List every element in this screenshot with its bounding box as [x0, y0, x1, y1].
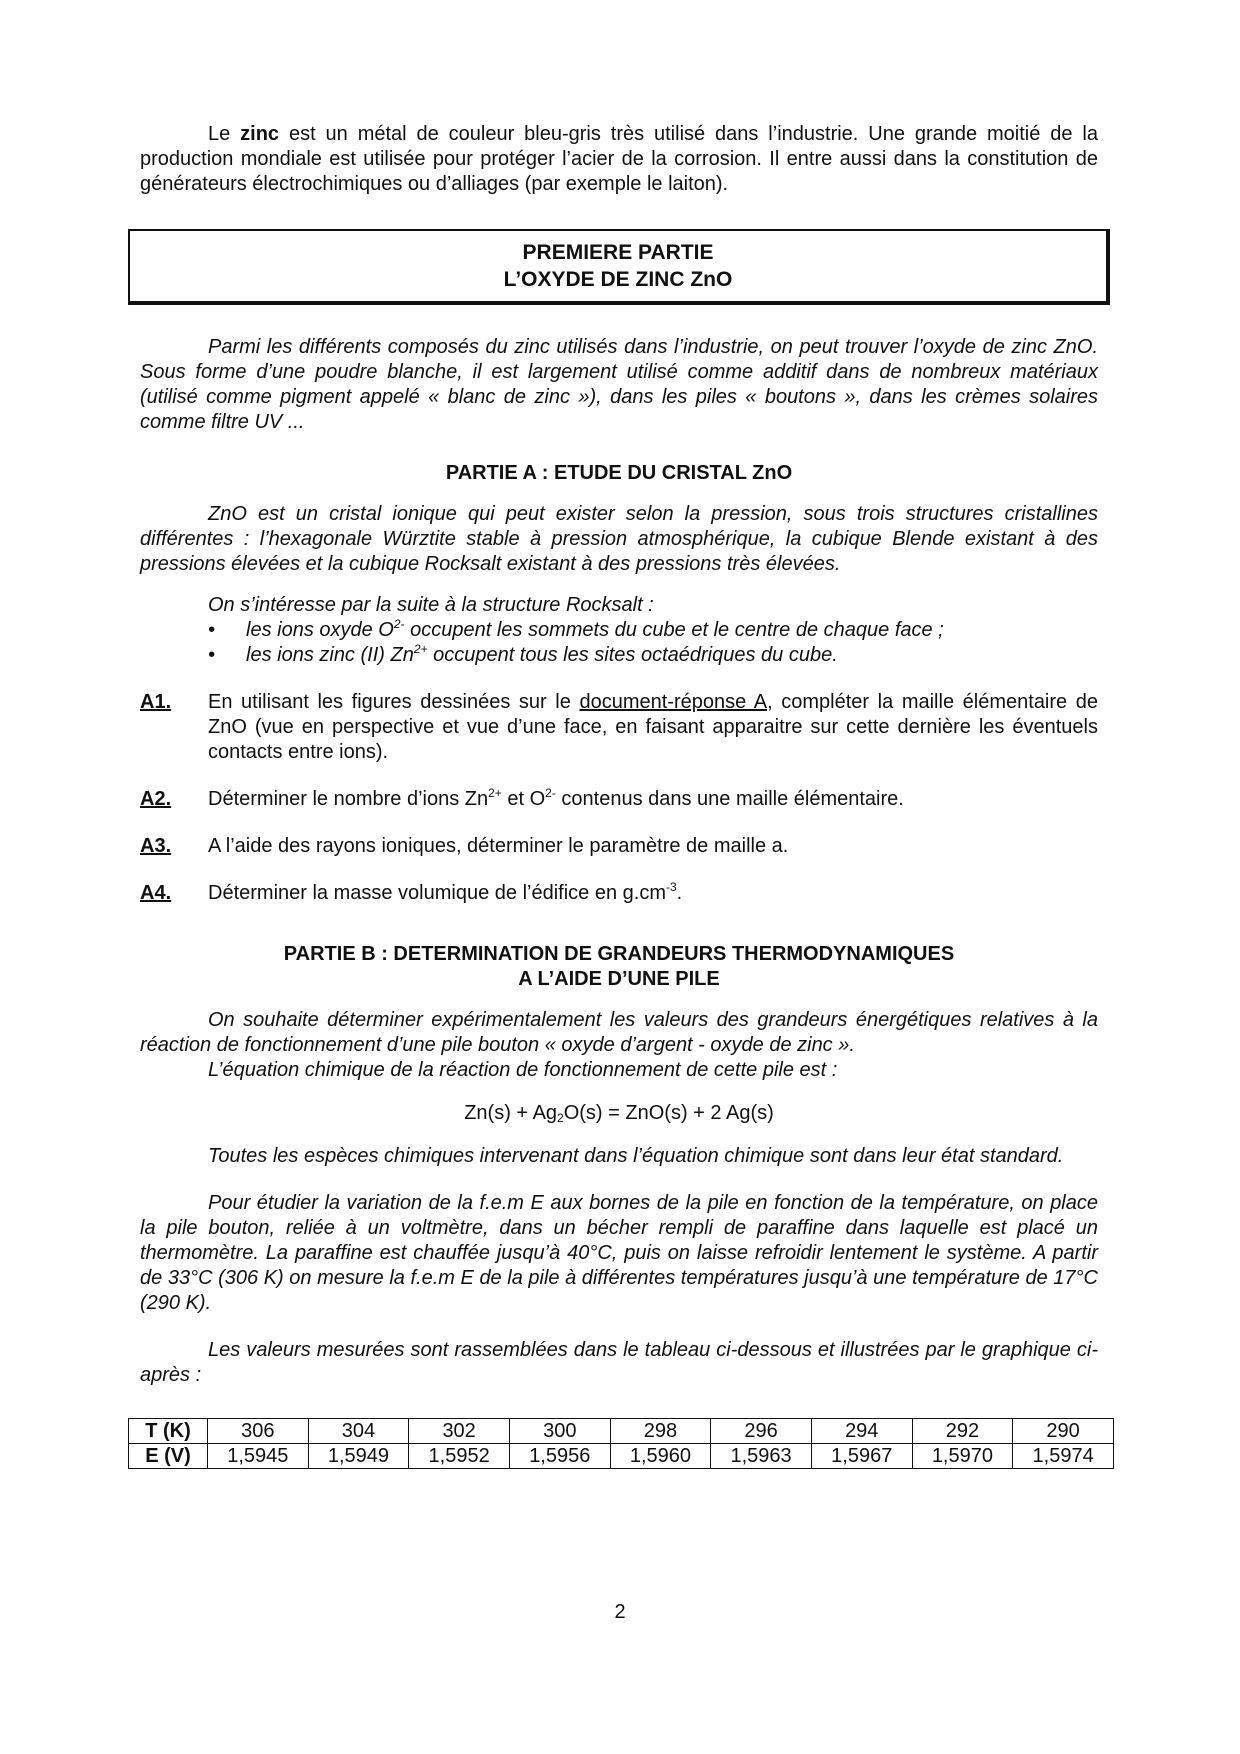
question-a4 [140, 881, 1098, 906]
part-b-paragraph-5: Les valeurs mesurées sont rassemblées dans le tableau ci-dessous et illustrées par le graphique ci-après : [140, 1339, 1098, 1386]
question-a3-text: A l’aide des rayons ioniques, déterminer le paramètre de maille a. [208, 835, 789, 857]
banner-subtitle: L’OXYDE DE ZINC ZnO [503, 268, 733, 291]
banner-title: PREMIERE PARTIE [522, 241, 714, 264]
part-b-paragraph-3: Toutes les espèces chimiques intervenant dans l’équation chimique sont dans leur état standard. [208, 1145, 1064, 1167]
table-cell: 1,5949 [308, 1444, 409, 1469]
question-a1-label: A1. [140, 691, 172, 713]
bullet-oxide-ions: • les ions oxyde $O^{2-}$ occupent les sommets du cube et le centre de chaque face ; [208, 618, 1098, 643]
bullet-zinc-ions: • les ions zinc (II) $Zn^{2+}$ occupent tous les sites octaédriques du cube. [208, 643, 1098, 668]
question-a4-text: Déterminer la masse volumique de l’édifice en $g.cm^{-3}$. [208, 880, 683, 904]
part-b-title: PARTIE B : DETERMINATION DE GRANDEURS THERMODYNAMIQUES A L’AIDE D’UNE PILE [283, 943, 955, 990]
table-cell: 1,5952 [409, 1444, 510, 1469]
page-content [140, 122, 1098, 1469]
question-a2 [140, 787, 1098, 812]
question-a2-label: A2. [140, 788, 172, 810]
intro-paragraph: Le zinc est un métal de couleur bleu-gris très utilisé dans l’industrie. Une grande moitié de la production mondiale est utilisée pour protéger l’acier de la corrosion. Il entre aussi dans la constitution de générateurs électrochimiques ou d’alliages (par exemple le laiton). [140, 123, 1098, 195]
part-b-paragraph-4: Pour étudier la variation de la f.e.m E aux bornes de la pile en fonction de la température, on place la pile bouton, reliée à un voltmètre, dans un bécher rempli de paraffine dans laquelle est placé un thermomètre. La paraffine est chauffée jusqu’à 40°C, puis on laisse refroidir lentement le système. A partir de 33°C (306 K) on mesure la f.e.m E de la pile à différentes températures jusqu’à une température de 17°C (290 K). [140, 1192, 1098, 1314]
part-a-paragraph: ZnO est un cristal ionique qui peut exister selon la pression, sous trois structures cristallines différentes : l’hexagonale Würztite stable à pression atmosphérique, la cubique Blende existant à des pressions élevées et la cubique Rocksalt existant à des pressions très élevées. [140, 503, 1098, 575]
table-cell: 1,5967 [811, 1444, 912, 1469]
table-header-t: T (K) [129, 1419, 208, 1444]
document-reponse-ref: document-réponse A [579, 691, 768, 713]
table-cell: 1,5945 [207, 1444, 308, 1469]
table-row-emf [129, 1444, 1114, 1469]
question-a2-text: Déterminer le nombre d’ions $Zn^{2+}$ et $O^{2-}$ contenus dans une maille élémentaire. [208, 786, 904, 810]
intro-zinc-term: zinc [240, 123, 280, 145]
table-header-e: E (V) [129, 1444, 208, 1469]
table-row-temperature [129, 1419, 1114, 1444]
table-cell: 300 [509, 1419, 610, 1444]
table-cell: 298 [610, 1419, 711, 1444]
table-cell: 1,5974 [1013, 1444, 1114, 1469]
page-number: 2 [614, 1601, 626, 1623]
table-cell: 306 [207, 1419, 308, 1444]
table-cell: 1,5970 [912, 1444, 1013, 1469]
question-a3 [140, 834, 1098, 859]
table-cell: 294 [811, 1419, 912, 1444]
part-b-paragraph-2: L’équation chimique de la réaction de fonctionnement de cette pile est : [208, 1059, 838, 1081]
question-a1 [140, 690, 1098, 765]
table-cell: 1,5960 [610, 1444, 711, 1469]
table-cell: 296 [711, 1419, 812, 1444]
part-a-title: PARTIE A : ETUDE DU CRISTAL ZnO [445, 462, 793, 484]
part-one-banner [128, 229, 1110, 305]
rocksalt-bullets [140, 618, 1098, 668]
table-cell: 290 [1013, 1419, 1114, 1444]
table-cell: 1,5956 [509, 1444, 610, 1469]
question-a1-text: En utilisant les figures dessinées sur le document-réponse A, compléter la maille élémentaire de ZnO (vue en perspective et vue d’une face, en faisant apparaitre sur cette dernière les éventuels contacts entre ions). [208, 691, 1099, 763]
question-a4-label: A4. [140, 882, 172, 904]
table-cell: 302 [409, 1419, 510, 1444]
rocksalt-lead: On s’intéresse par la suite à la structure Rocksalt : [208, 594, 654, 616]
table-cell: 292 [912, 1419, 1013, 1444]
measurement-table [128, 1418, 1114, 1469]
zno-intro-paragraph: Parmi les différents composés du zinc utilisés dans l’industrie, on peut trouver l’oxyde de zinc ZnO. Sous forme d’une poudre blanche, il est largement utilisé comme additif dans de nombreux matériaux (utilisé comme pigment appelé « blanc de zinc »), dans les piles « boutons », dans les crèmes solaires comme filtre UV ... [140, 336, 1098, 433]
part-b-paragraph-1: On souhaite déterminer expérimentalement les valeurs des grandeurs énergétiques relatives à la réaction de fonctionnement d’une pile bouton « oxyde d’argent - oxyde de zinc ». [140, 1009, 1098, 1056]
reaction-equation: $Zn(s) + Ag_2O(s) = ZnO(s) + 2$ Ag(s) [464, 1102, 774, 1125]
table-cell: 1,5963 [711, 1444, 812, 1469]
question-a3-label: A3. [140, 835, 172, 857]
table-cell: 304 [308, 1419, 409, 1444]
